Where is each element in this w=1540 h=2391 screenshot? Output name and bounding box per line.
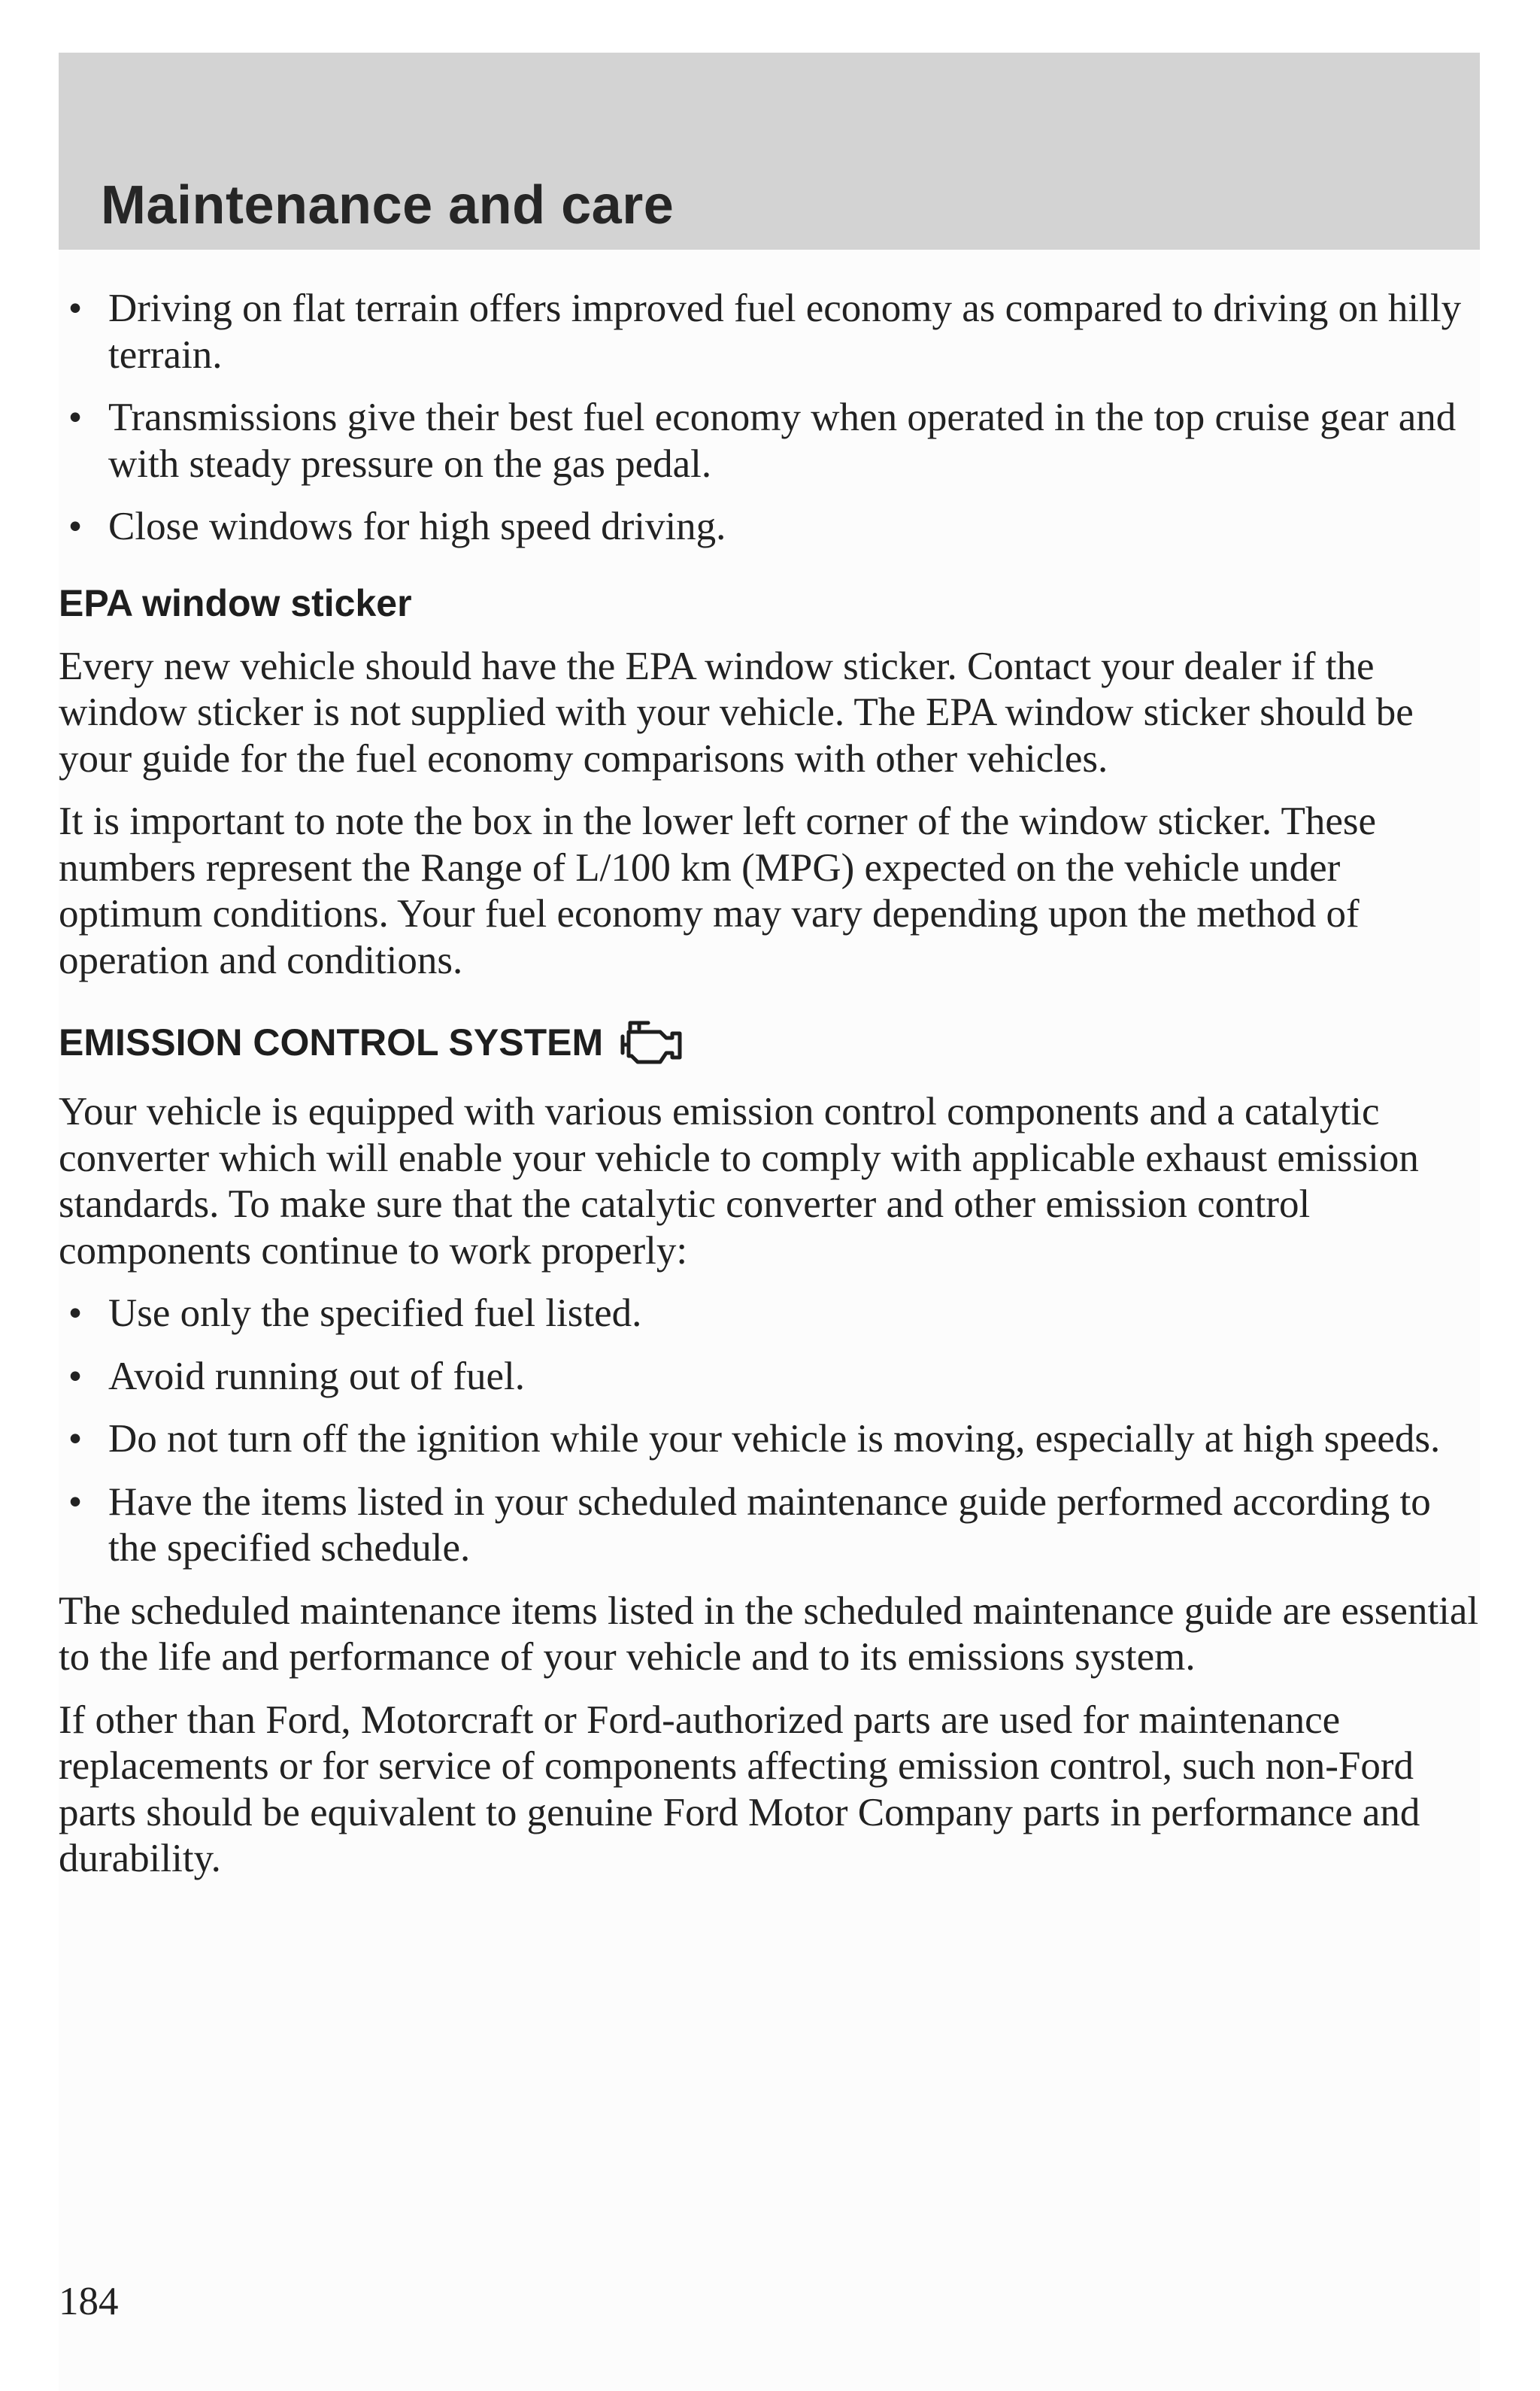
list-item-text: Driving on flat terrain offers improved fuel economy as compared to driving on hilly terrain.: [108, 287, 1462, 377]
section-header-band: [59, 53, 1480, 250]
bullet-mark: •: [68, 1354, 83, 1398]
paragraph: Every new vehicle should have the EPA window sticker. Contact your dealer if the window sticker is not supplied with your vehicle. The EPA window sticker should be your guide for the fuel economy comparisons with other vehicles.: [59, 644, 1414, 781]
emission-care-list: [59, 1291, 1480, 1572]
list-item: [59, 504, 1480, 551]
bullet-mark: •: [68, 396, 83, 439]
page-number: 184: [59, 2280, 119, 2323]
list-item-text: Avoid running out of fuel.: [108, 1354, 525, 1398]
emission-control-heading: [59, 1014, 1480, 1071]
list-item-text: Use only the specified fuel listed.: [108, 1291, 642, 1335]
heading-text: EPA window sticker: [59, 581, 412, 624]
bullet-mark: •: [68, 505, 83, 548]
list-item: [59, 286, 1480, 378]
fuel-economy-tips-list: [59, 286, 1480, 551]
paragraph: The scheduled maintenance items listed in the scheduled maintenance guide are essential to the life and performance of your vehicle and to its emissions system.: [59, 1588, 1479, 1679]
heading-text: EMISSION CONTROL SYSTEM: [59, 1021, 604, 1064]
list-item: [59, 1479, 1480, 1572]
paragraph: It is important to note the box in the lower left corner of the window sticker. These numbers represent the Range of L/100 km (MPG) expected on the vehicle under optimum conditions. Your fuel economy may vary depending upon the method of operation and conditions.: [59, 800, 1377, 982]
list-item-text: Transmissions give their best fuel economy when operated in the top cruise gear and with steady pressure on the gas pedal.: [108, 396, 1457, 486]
check-engine-icon: [614, 1014, 686, 1071]
bullet-mark: •: [68, 1291, 83, 1335]
list-item: [59, 1354, 1480, 1400]
list-item: [59, 1416, 1480, 1463]
section-title: Maintenance and care: [101, 175, 675, 235]
list-item-text: Have the items listed in your scheduled maintenance guide performed according to the specified schedule.: [108, 1479, 1431, 1570]
bullet-mark: •: [68, 287, 83, 330]
paragraph: Your vehicle is equipped with various emission control components and a catalytic converter which will enable your vehicle to comply with applicable exhaust emission standards. To make sure that the catalytic converter and other emission control components continue to work properly:: [59, 1090, 1419, 1273]
list-item-text: Close windows for high speed driving.: [108, 505, 726, 548]
list-item: [59, 395, 1480, 487]
list-item: [59, 1291, 1480, 1337]
bullet-mark: •: [68, 1479, 83, 1524]
bullet-mark: •: [68, 1417, 83, 1461]
page-content: [59, 286, 1480, 1899]
list-item-text: Do not turn off the ignition while your vehicle is moving, especially at high speeds.: [108, 1417, 1441, 1461]
paragraph: If other than Ford, Motorcraft or Ford-authorized parts are used for maintenance replacements or for service of components affecting emission control, such non-Ford parts should be equivalent to genuine Ford Motor Company parts in performance and durability.: [59, 1698, 1420, 1880]
epa-window-sticker-heading: [59, 581, 1480, 626]
